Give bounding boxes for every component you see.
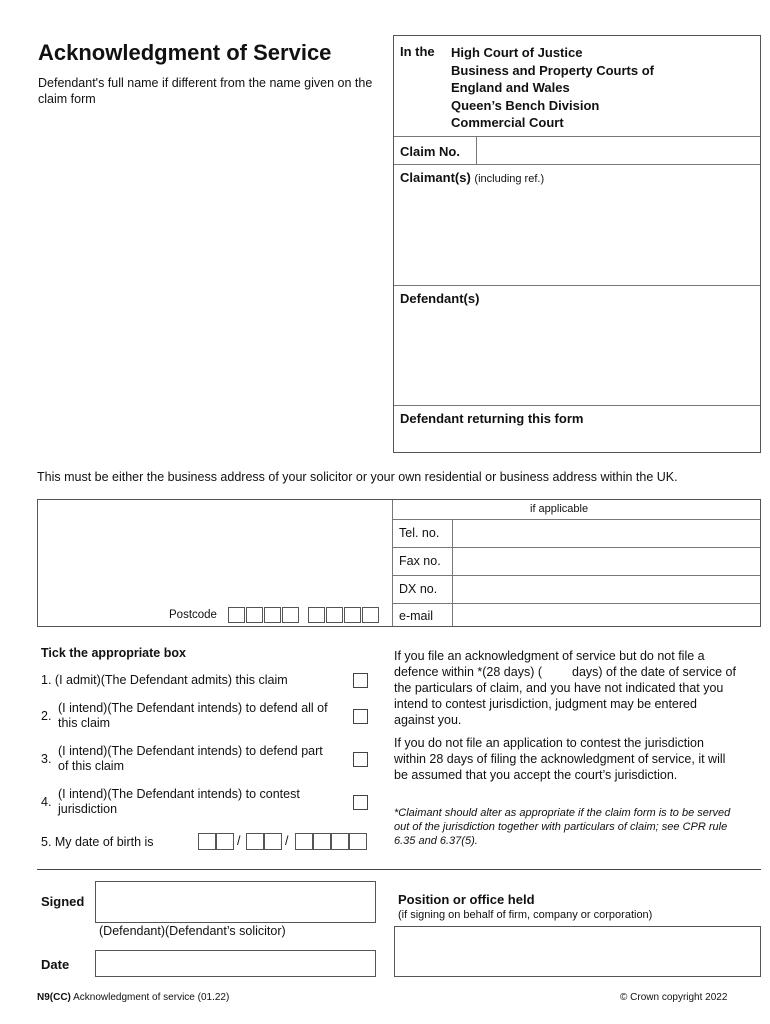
postcode-box[interactable] [308, 607, 325, 623]
option-number: 4. [41, 795, 52, 809]
if-applicable-label: if applicable [530, 503, 589, 515]
email-field[interactable] [453, 604, 759, 626]
days-field[interactable] [542, 666, 572, 680]
option-text: (I intend)(The Defendant intends) to defend all of this claim [58, 701, 328, 730]
address-field[interactable] [39, 501, 391, 601]
divider [394, 164, 760, 165]
postcode-box[interactable] [344, 607, 361, 623]
in-the-label: In the [400, 44, 435, 59]
dob-year-box[interactable] [313, 833, 331, 850]
date-label: Date [41, 957, 70, 972]
form-code: N9(CC) [37, 992, 71, 1003]
claim-no-label: Claim No. [400, 144, 460, 159]
option-3-checkbox[interactable] [353, 752, 368, 767]
signature-field[interactable] [95, 881, 376, 923]
option-4 [41, 787, 331, 817]
court-line: High Court of Justice [451, 45, 583, 60]
dob-month-box[interactable] [264, 833, 282, 850]
option-text: (I intend)(The Defendant intends) to contest jurisdiction [58, 787, 300, 816]
claimants-label-text: Claimant(s) [400, 170, 471, 185]
position-label: Position or office held [398, 892, 535, 907]
postcode-box[interactable] [282, 607, 299, 623]
court-name [451, 44, 654, 132]
court-details-box [393, 35, 761, 453]
option-2-checkbox[interactable] [353, 709, 368, 724]
court-line: Commercial Court [451, 115, 564, 130]
form-reference [37, 992, 229, 1003]
defence-warning-text: If you file an acknowledgment of service but do not file a defence within *(28 days) ( [394, 649, 705, 679]
jurisdiction-warning: If you do not file an application to contest the jurisdiction within 28 days of filing the acknowledgment of service, it will be assumed that you accept the court’s jurisdiction. [394, 736, 726, 782]
option-text: (I intend)(The Defendant intends) to defend part of this claim [58, 744, 323, 773]
dob-year-box[interactable] [295, 833, 313, 850]
option-number: 2. [41, 709, 52, 723]
fax-label: Fax no. [399, 554, 441, 568]
signed-label: Signed [41, 894, 85, 909]
claim-no-field[interactable] [477, 137, 759, 163]
claimants-note: (including ref.) [474, 173, 545, 185]
option-4-checkbox[interactable] [353, 795, 368, 810]
dob-year-box[interactable] [349, 833, 367, 850]
postcode-box[interactable] [264, 607, 281, 623]
tel-field[interactable] [453, 520, 759, 546]
claimants-field[interactable] [395, 188, 759, 284]
tick-heading: Tick the appropriate box [41, 646, 186, 660]
dx-label: DX no. [399, 582, 438, 596]
option-text: (I admit)(The Defendant admits) this claim [54, 673, 288, 687]
divider [394, 405, 760, 406]
claimants-label [400, 170, 544, 185]
postcode-box[interactable] [246, 607, 263, 623]
court-line: Business and Property Courts of [451, 62, 654, 78]
postcode-label: Postcode [169, 609, 217, 621]
defendants-field[interactable] [395, 308, 759, 404]
defendant-returning-field[interactable] [395, 428, 759, 452]
date-field[interactable] [95, 950, 376, 977]
option-1 [41, 673, 331, 688]
position-field[interactable] [394, 926, 761, 977]
option-1-checkbox[interactable] [353, 673, 368, 688]
dob-month-box[interactable] [246, 833, 264, 850]
divider [394, 285, 760, 286]
address-instruction: This must be either the business address of your solicitor or your own residential or business address within the UK. [37, 470, 678, 484]
fax-field[interactable] [453, 548, 759, 574]
dob-label: 5. My date of birth is [41, 835, 154, 849]
dx-field[interactable] [453, 576, 759, 602]
dob-year-box[interactable] [331, 833, 349, 850]
dob-day-box[interactable] [198, 833, 216, 850]
copyright: © Crown copyright 2022 [620, 992, 728, 1003]
position-note: (if signing on behalf of firm, company or corporation) [398, 909, 653, 921]
tel-label: Tel. no. [399, 526, 440, 540]
section-divider [37, 869, 761, 870]
defence-warning-text-cont: days) of the date of service of the particulars of claim, and you have not indicated that you intend to contest jurisdiction, judgment may be entered against you. [394, 665, 736, 727]
defendants-label: Defendant(s) [400, 291, 480, 306]
option-number: 3. [41, 752, 52, 766]
form-name: Acknowledgment of service (01.22) [73, 992, 230, 1003]
date-separator: / [285, 834, 289, 848]
page-title: Acknowledgment of Service [38, 40, 332, 65]
claimant-note: *Claimant should alter as appropriate if the claim form is to be served out of the jurisdiction together with particulars of claim; see CPR rule 6.35 and 6.37(5). [394, 807, 731, 847]
defendant-returning-label: Defendant returning this form [400, 411, 584, 426]
dob-day-box[interactable] [216, 833, 234, 850]
option-number: 1. [41, 673, 52, 687]
option-3 [41, 744, 331, 774]
date-separator: / [237, 834, 241, 848]
postcode-box[interactable] [362, 607, 379, 623]
postcode-box[interactable] [326, 607, 343, 623]
postcode-box[interactable] [228, 607, 245, 623]
option-2 [41, 701, 331, 731]
email-label: e-mail [399, 609, 434, 623]
signed-caption: (Defendant)(Defendant’s solicitor) [99, 924, 286, 938]
defence-warning [394, 648, 739, 728]
court-line: Queen’s Bench Division [451, 97, 600, 113]
court-line: England and Wales [451, 80, 570, 95]
address-box [37, 499, 761, 627]
defendant-name-instruction: Defendant's full name if different from the name given on the claim form [38, 76, 373, 106]
